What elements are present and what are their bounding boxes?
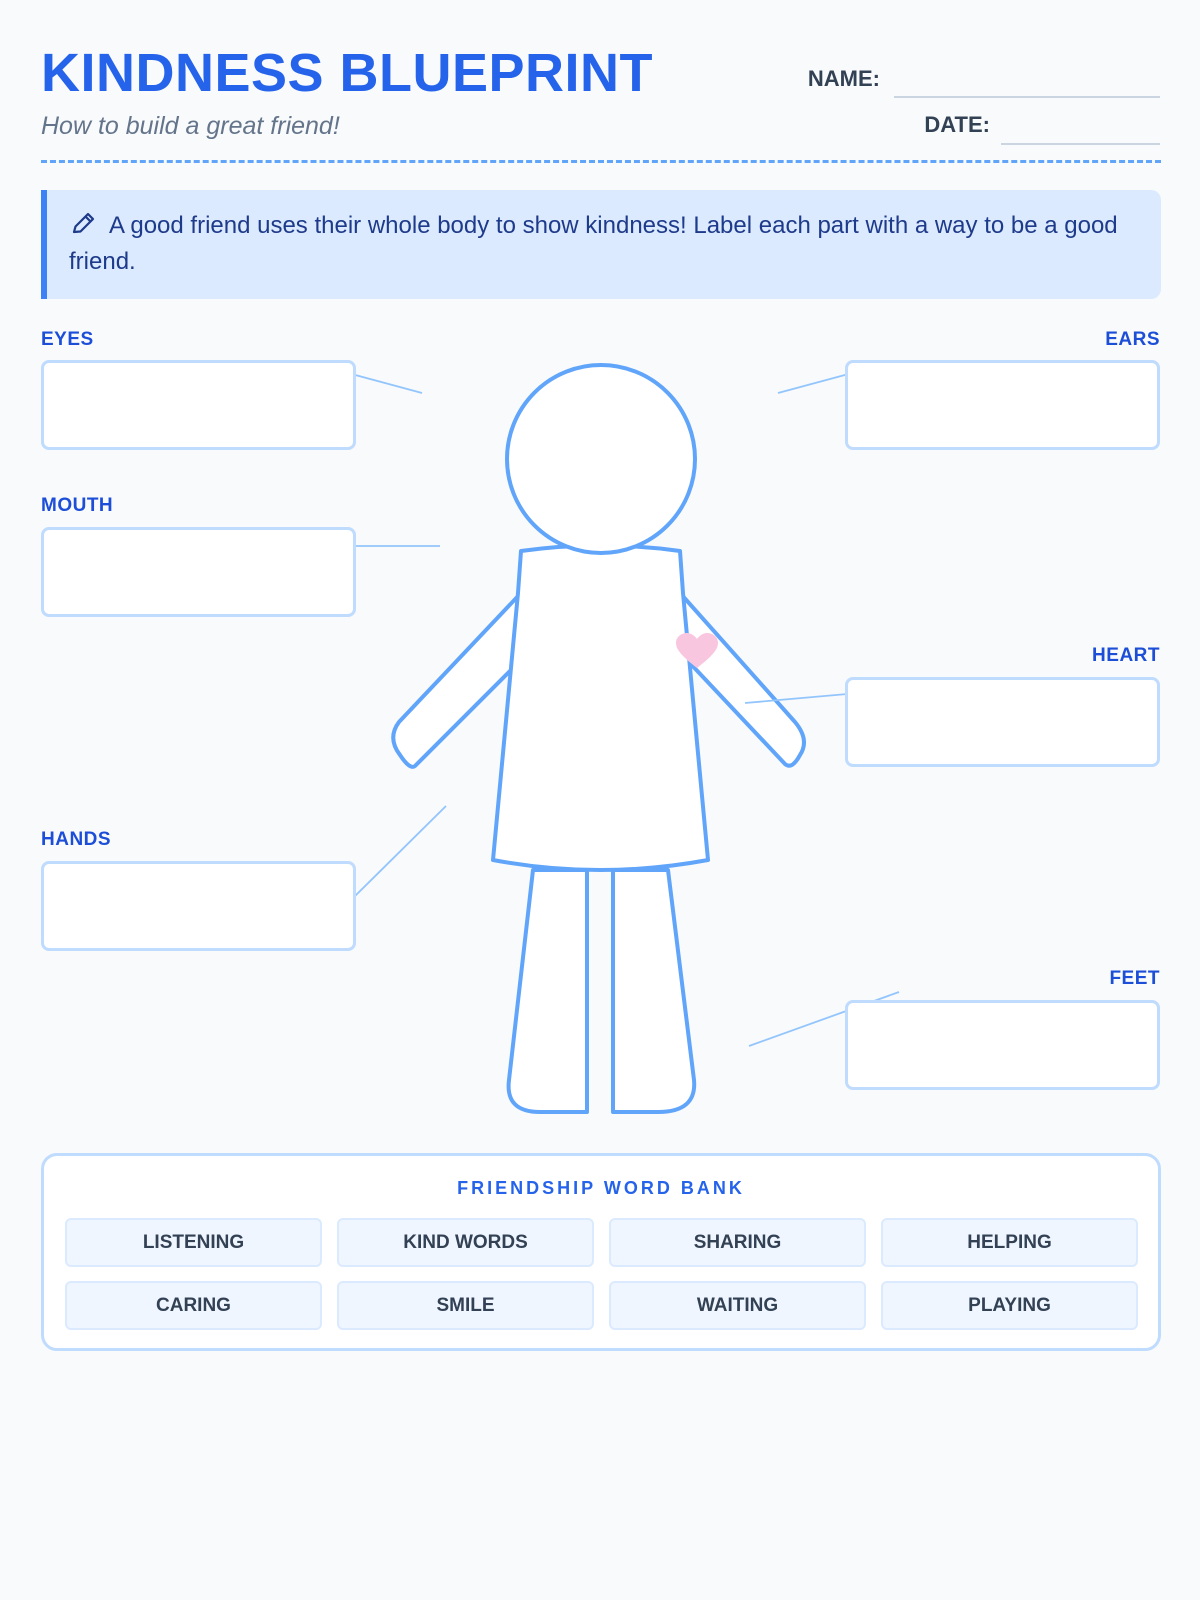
word-chip: CARING bbox=[65, 1281, 322, 1330]
word-chip: PLAYING bbox=[881, 1281, 1138, 1330]
worksheet-subtitle: How to build a great friend! bbox=[41, 112, 340, 140]
name-label: NAME: bbox=[807, 66, 880, 91]
word-chip: LISTENING bbox=[65, 1218, 322, 1267]
worksheet-title: KINDNESS BLUEPRINT bbox=[41, 43, 654, 103]
word-chip: HELPING bbox=[881, 1218, 1138, 1267]
feet-answer-box[interactable] bbox=[845, 1000, 1160, 1090]
instruction-text: A good friend uses their whole body to show kindness! Label each part with a way to be a good friend. bbox=[69, 212, 1118, 275]
left-leg bbox=[509, 870, 587, 1112]
pencil-icon bbox=[69, 210, 97, 238]
right-leg bbox=[613, 870, 694, 1112]
left-arm bbox=[393, 593, 523, 767]
word-bank-title: FRIENDSHIP WORD BANK bbox=[457, 1178, 745, 1198]
date-field[interactable] bbox=[1001, 143, 1160, 145]
torso bbox=[493, 546, 708, 871]
heart-answer-box[interactable] bbox=[845, 677, 1160, 767]
feet-label: FEET bbox=[1109, 968, 1160, 989]
right-arm bbox=[680, 593, 804, 766]
eyes-answer-box[interactable] bbox=[41, 360, 356, 450]
friendship-word-bank bbox=[41, 1153, 1161, 1351]
word-chip: WAITING bbox=[609, 1281, 866, 1330]
hands-label: HANDS bbox=[41, 829, 112, 850]
word-chip: SHARING bbox=[609, 1218, 866, 1267]
head bbox=[507, 365, 695, 553]
header-divider bbox=[41, 160, 1161, 163]
mouth-label: MOUTH bbox=[41, 495, 114, 516]
hands-leader-line bbox=[352, 806, 446, 899]
heart-label: HEART bbox=[1092, 645, 1160, 666]
word-chip: SMILE bbox=[337, 1281, 594, 1330]
eyes-label: EYES bbox=[41, 329, 94, 350]
instruction-box bbox=[41, 190, 1161, 299]
ears-label: EARS bbox=[1105, 329, 1160, 350]
heart-icon bbox=[676, 633, 718, 668]
date-label: DATE: bbox=[924, 112, 990, 137]
mouth-answer-box[interactable] bbox=[41, 527, 356, 617]
word-chip: KIND WORDS bbox=[337, 1218, 594, 1267]
ears-answer-box[interactable] bbox=[845, 360, 1160, 450]
name-field[interactable] bbox=[894, 96, 1160, 98]
worksheet-header bbox=[41, 40, 1161, 165]
hands-answer-box[interactable] bbox=[41, 861, 356, 951]
